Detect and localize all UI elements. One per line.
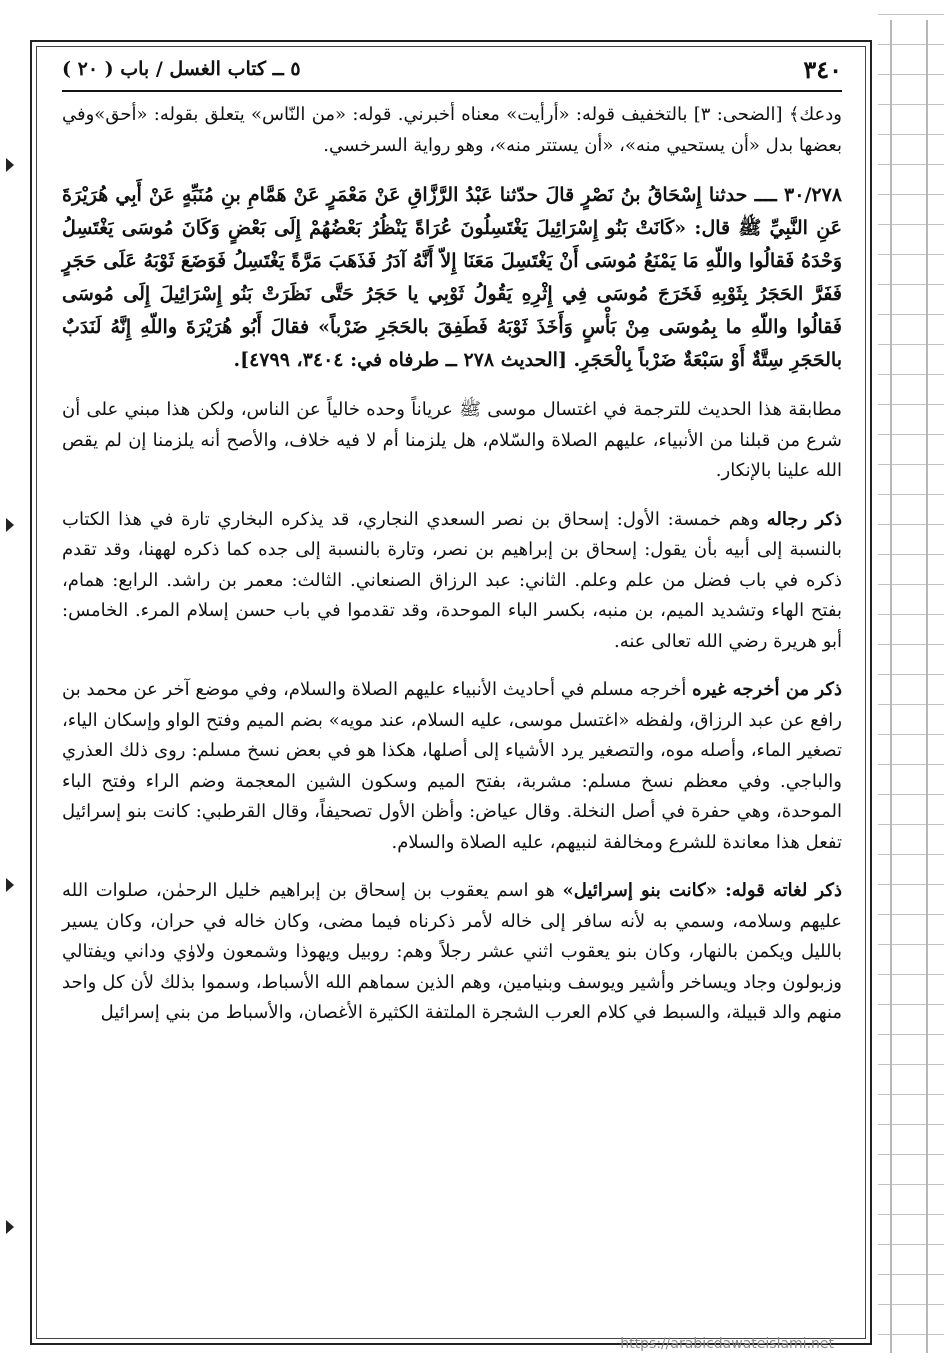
margin-marker	[6, 518, 14, 532]
section-heading-lexicon: ذكر لغاته قوله: «كانت بنو إسرائيل»	[562, 880, 842, 901]
paragraph-1: ودعك﴾ [الضحى: ٣] بالتخفيف قوله: «أرأيت» معناه أخبرني. قوله: «من النّاس» يتعلق بقوله: «أحق»وفي بعضها بدل «أن يستحيي منه»، «أن يستتر منه»، وهو رواية السرخسي.	[62, 104, 842, 156]
narrators-text: وهم خمسة: الأول: إسحاق بن نصر السعدي النجاري، قد يذكره البخاري تارة في هذا الكتاب بالنسبة إلى أبيه بأن يقول: إسحاق بن إبراهيم بن نصر، وتارة بالنسبة إلى جده كما ذكره لههنا، وقد تقدم ذكره في باب فضل من علم وعلم. الثاني: عبد الرزاق الصنعاني. الثالث: معمر بن راشد. الرابع: همام، بفتح الهاء وتشديد الميم، بن منبه، بكسر الباء الموحدة، وقد تقدموا في باب حسن إسلام المرء. الخامس: أبو هريرة رضي الله تعالى عنه.	[62, 508, 842, 652]
section-heading-narrators: ذكر رجاله	[766, 508, 842, 530]
page-header	[62, 52, 842, 92]
paragraph-commentary: مطابقة هذا الحديث للترجمة في اغتسال موسى ﷺ عرياناً وحده خالياً عن الناس، ولكن هذا مبني على أن شرع من قبلنا من الأنبياء، عليهم الصلاة والسّلام، هل يلزمنا أم لا فيه خلاف، والأصح أنه يلزمنا إن لم يقص الله علينا بالإنكار.	[62, 399, 842, 481]
margin-marker	[6, 158, 14, 172]
page-content	[62, 52, 842, 1047]
paragraph-narrators	[62, 505, 842, 658]
takhrij-text: أخرجه مسلم في أحاديث الأنبياء عليهم الصلاة والسلام، وفي موضع آخر عن محمد بن رافع عن عبد الرزاق، ولفظه «اغتسل موسى، عليه السلام، عند مويه» بضم الميم وفتح الواو وإسكان الياء، تصغير الماء، وأصله موه، والتصغير يرد الأشياء إلى أصلها، هكذا هو في بعض نسخ مسلم: روى ذلك العذري والباجي. وفي معظم نسخ مسلم: مشربة، بفتح الميم وسكون الشين المعجمة وضم الراء وفتح الباء الموحدة، وهي حفرة في أصل النخلة. وقال عياض: وأظن الأول تصحيفاً، وقال القرطبي: كانت بنو إسرائيل تفعل هذا معاندة للشرع ومخالفة لنبيهم، عليه الصلاة والسلام.	[62, 679, 842, 853]
page-ornament-border	[878, 0, 944, 1363]
hadith-text: ٣٠/٢٧٨ ــــ حدثنا إِسْحَاقُ بنُ نَصْرٍ قالَ حدّثنا عَبْدُ الرَّزَّاقِ عَنْ مَعْمَرٍ عَنْ هَمَّامِ بنِ مُنَبِّهٍ عَنْ أَبِي هُرَيْرَةَ عَنِ النَّبِيِّ ﷺ قال: «كَانَتْ بَنُو إِسْرَائِيلَ يَغْتَسِلُونَ عُرَاةً يَنْظُرُ بَعْضُهُمْ إِلَى بَعْضٍ وَكَانَ مُوسَى يَغْتَسِلُ وَحْدَهُ فَقالُوا واللّهِ مَا يَمْنَعُ مُوسَى أَنْ يَغْتَسِلَ مَعَنَا إِلاّ أَنَّهُ آدَرُ فَذَهَبَ مَرَّةً يَغْتَسِلُ فَوَضَعَ ثَوْبَهُ عَلَى حَجَرٍ فَفَرَّ الحَجَرُ بِثَوْبِهِ فَخَرَجَ مُوسَى فِي إِثْرِهِ يَقُولُ ثَوْبِي يا حَجَرُ حَتَّى نَظَرَتْ بَنُو إِسْرَائِيلَ إِلَى مُوسَى فَقالُوا واللّهِ ما بِمُوسَى مِنْ بَأْسٍ وَأَخَذَ ثَوْبَهُ فَطَفِقَ بالحَجَرِ ضَرْباً» فقالَ أَبُو هُرَيْرَةَ واللّهِ إِنَّهُ لَنَدَبٌ بالحَجَرِ سِتَّةٌ أَوْ سَبْعَةٌ ضَرْباً بِالْحَجَرِ. [الحديث ٢٧٨ ــ طرفاه في: ٣٤٠٤، ٤٧٩٩].	[62, 184, 842, 371]
chapter-title: ٥ ــ كتاب الغسل / باب ( ٢٠ )	[62, 58, 301, 80]
page-number: ٣٤٠	[803, 54, 842, 84]
margin-marker	[6, 878, 14, 892]
watermark-url: https://arabicdawateislami.net	[620, 1336, 834, 1352]
ornament-line-outer	[890, 20, 892, 1353]
paragraph-takhrij	[62, 675, 842, 858]
section-heading-takhrij: ذكر من أخرجه غيره	[692, 679, 842, 700]
paragraph-lexicon	[62, 876, 842, 1029]
margin-marker	[6, 1220, 14, 1234]
ornament-line-inner	[926, 20, 928, 1353]
lexicon-text: هو اسم يعقوب بن إسحاق بن إبراهيم خليل الرحمٰن، صلوات الله عليهم وسلامه، وسمي به لأنه سافر إلى خاله لأمر ذكرناه فيما مضى، وكان خاله في حران، وكان يسير بالليل ويكمن بالنهار، وكان بنو يعقوب اثني عشر رجلاً وهم: روبيل ويهوذا وشمعون ولاوٰي وداني ويفتالي وزبولون وجاد ويساخر وأشير ويوسف وبنيامين، وهم الذين سماهم الله الأسباط، وسموا بذلك لأن كل واحد منهم والد قبيلة، والسبط في كلام العرب الشجرة الملتفة الكثيرة الأغصان، والأسباط من بني إسرائيل	[62, 880, 842, 1023]
